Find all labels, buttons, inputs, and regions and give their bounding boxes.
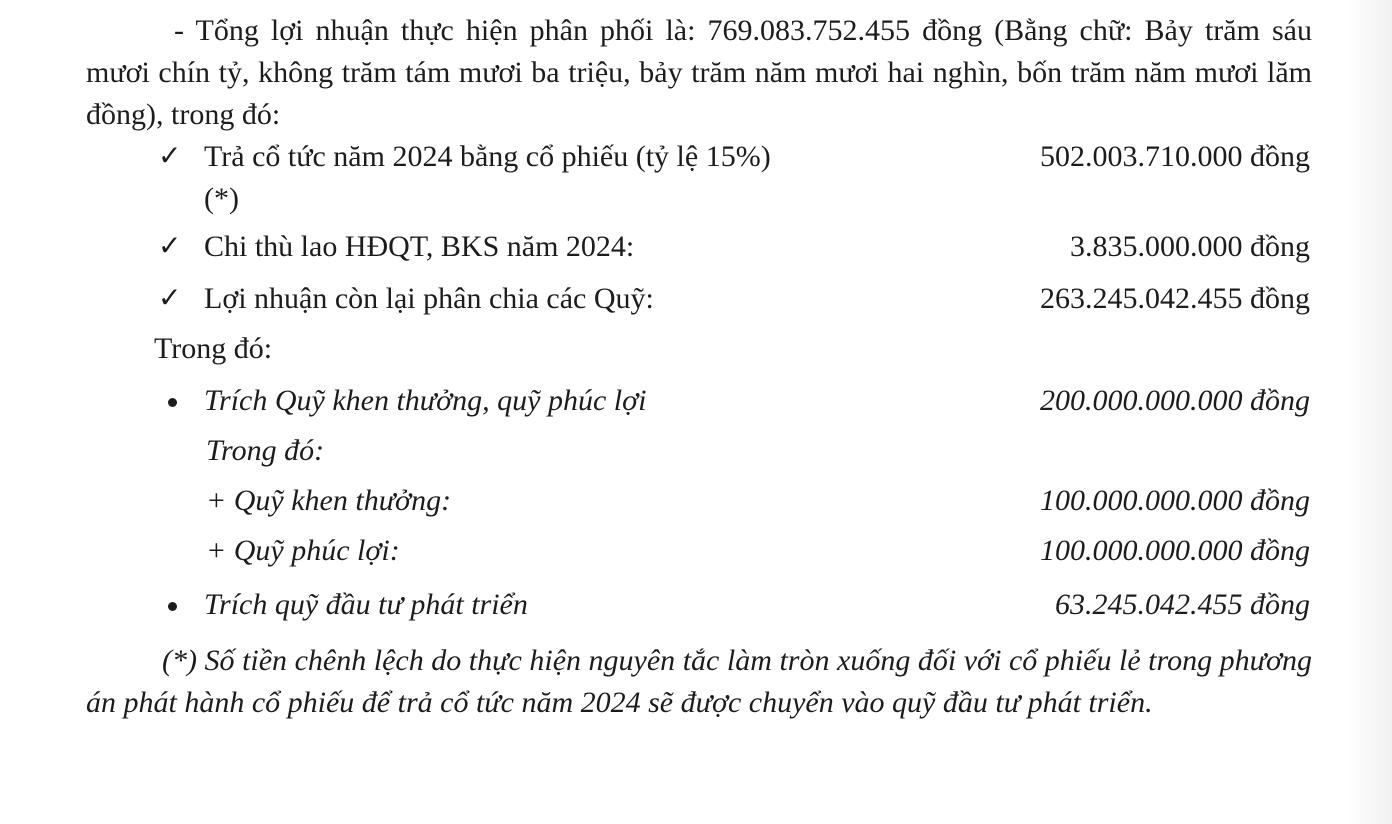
bullet-item-amount: 63.245.042.455 đồng bbox=[1055, 588, 1310, 621]
bullet-dot-icon bbox=[168, 602, 177, 611]
check-mark-icon: ✓ bbox=[158, 283, 182, 314]
sub-item-reward-fund bbox=[0, 480, 1310, 522]
intro-paragraph: - Tổng lợi nhuận thực hiện phân phối là: 769.083.752.455 đồng (Bằng chữ: Bảy trăm sáu mươi chín tỷ, không trăm tám mươi ba triệu, bảy trăm năm mươi hai nghìn, bốn trăm năm mươi lăm đồng), trong đó: bbox=[86, 14, 1312, 131]
sub-item-amount: 100.000.000.000 đồng bbox=[1040, 484, 1310, 517]
sub-item-label: + Quỹ khen thưởng: bbox=[206, 484, 452, 517]
check-item-label: Trả cổ tức năm 2024 bằng cổ phiếu (tỷ lệ 15%) bbox=[204, 140, 771, 173]
check-item-amount: 502.003.710.000 đồng bbox=[1040, 140, 1310, 173]
bullet-item-label: Trích quỹ đầu tư phát triển bbox=[204, 588, 528, 621]
check-item-label: Chi thù lao HĐQT, BKS năm 2024: bbox=[204, 230, 635, 263]
page-edge-shadow bbox=[1348, 0, 1392, 824]
check-item-amount: 263.245.042.455 đồng bbox=[1040, 282, 1310, 315]
in-which-heading: Trong đó: bbox=[154, 332, 273, 365]
in-which-subheading: Trong đó: bbox=[206, 434, 325, 467]
bullet-item-reward-welfare bbox=[0, 380, 1310, 422]
check-item-remaining-profit bbox=[0, 278, 1310, 320]
sub-item-label: + Quỹ phúc lợi: bbox=[206, 534, 400, 567]
bullet-dot-icon bbox=[168, 398, 177, 407]
footnote-paragraph: (*) Số tiền chênh lệch do thực hiện nguyên tắc làm tròn xuống đối với cổ phiếu lẻ trong phương án phát hành cổ phiếu để trả cổ tức năm 2024 sẽ được chuyển vào quỹ đầu tư phát triển. bbox=[86, 644, 1312, 719]
sub-item-amount: 100.000.000.000 đồng bbox=[1040, 534, 1310, 567]
check-item-label: Lợi nhuận còn lại phân chia các Quỹ: bbox=[204, 282, 654, 315]
check-item-amount: 3.835.000.000 đồng bbox=[1070, 230, 1310, 263]
check-item-remuneration bbox=[0, 226, 1310, 268]
bullet-item-label: Trích Quỹ khen thưởng, quỹ phúc lợi bbox=[204, 384, 647, 417]
check-mark-icon: ✓ bbox=[158, 141, 182, 172]
check-item-dividend bbox=[0, 136, 1310, 220]
sub-item-welfare-fund bbox=[0, 530, 1310, 572]
bullet-item-development-fund bbox=[0, 584, 1310, 626]
check-mark-icon: ✓ bbox=[158, 231, 182, 262]
check-item-label-continued: (*) bbox=[204, 182, 239, 215]
bullet-item-amount: 200.000.000.000 đồng bbox=[1040, 384, 1310, 417]
